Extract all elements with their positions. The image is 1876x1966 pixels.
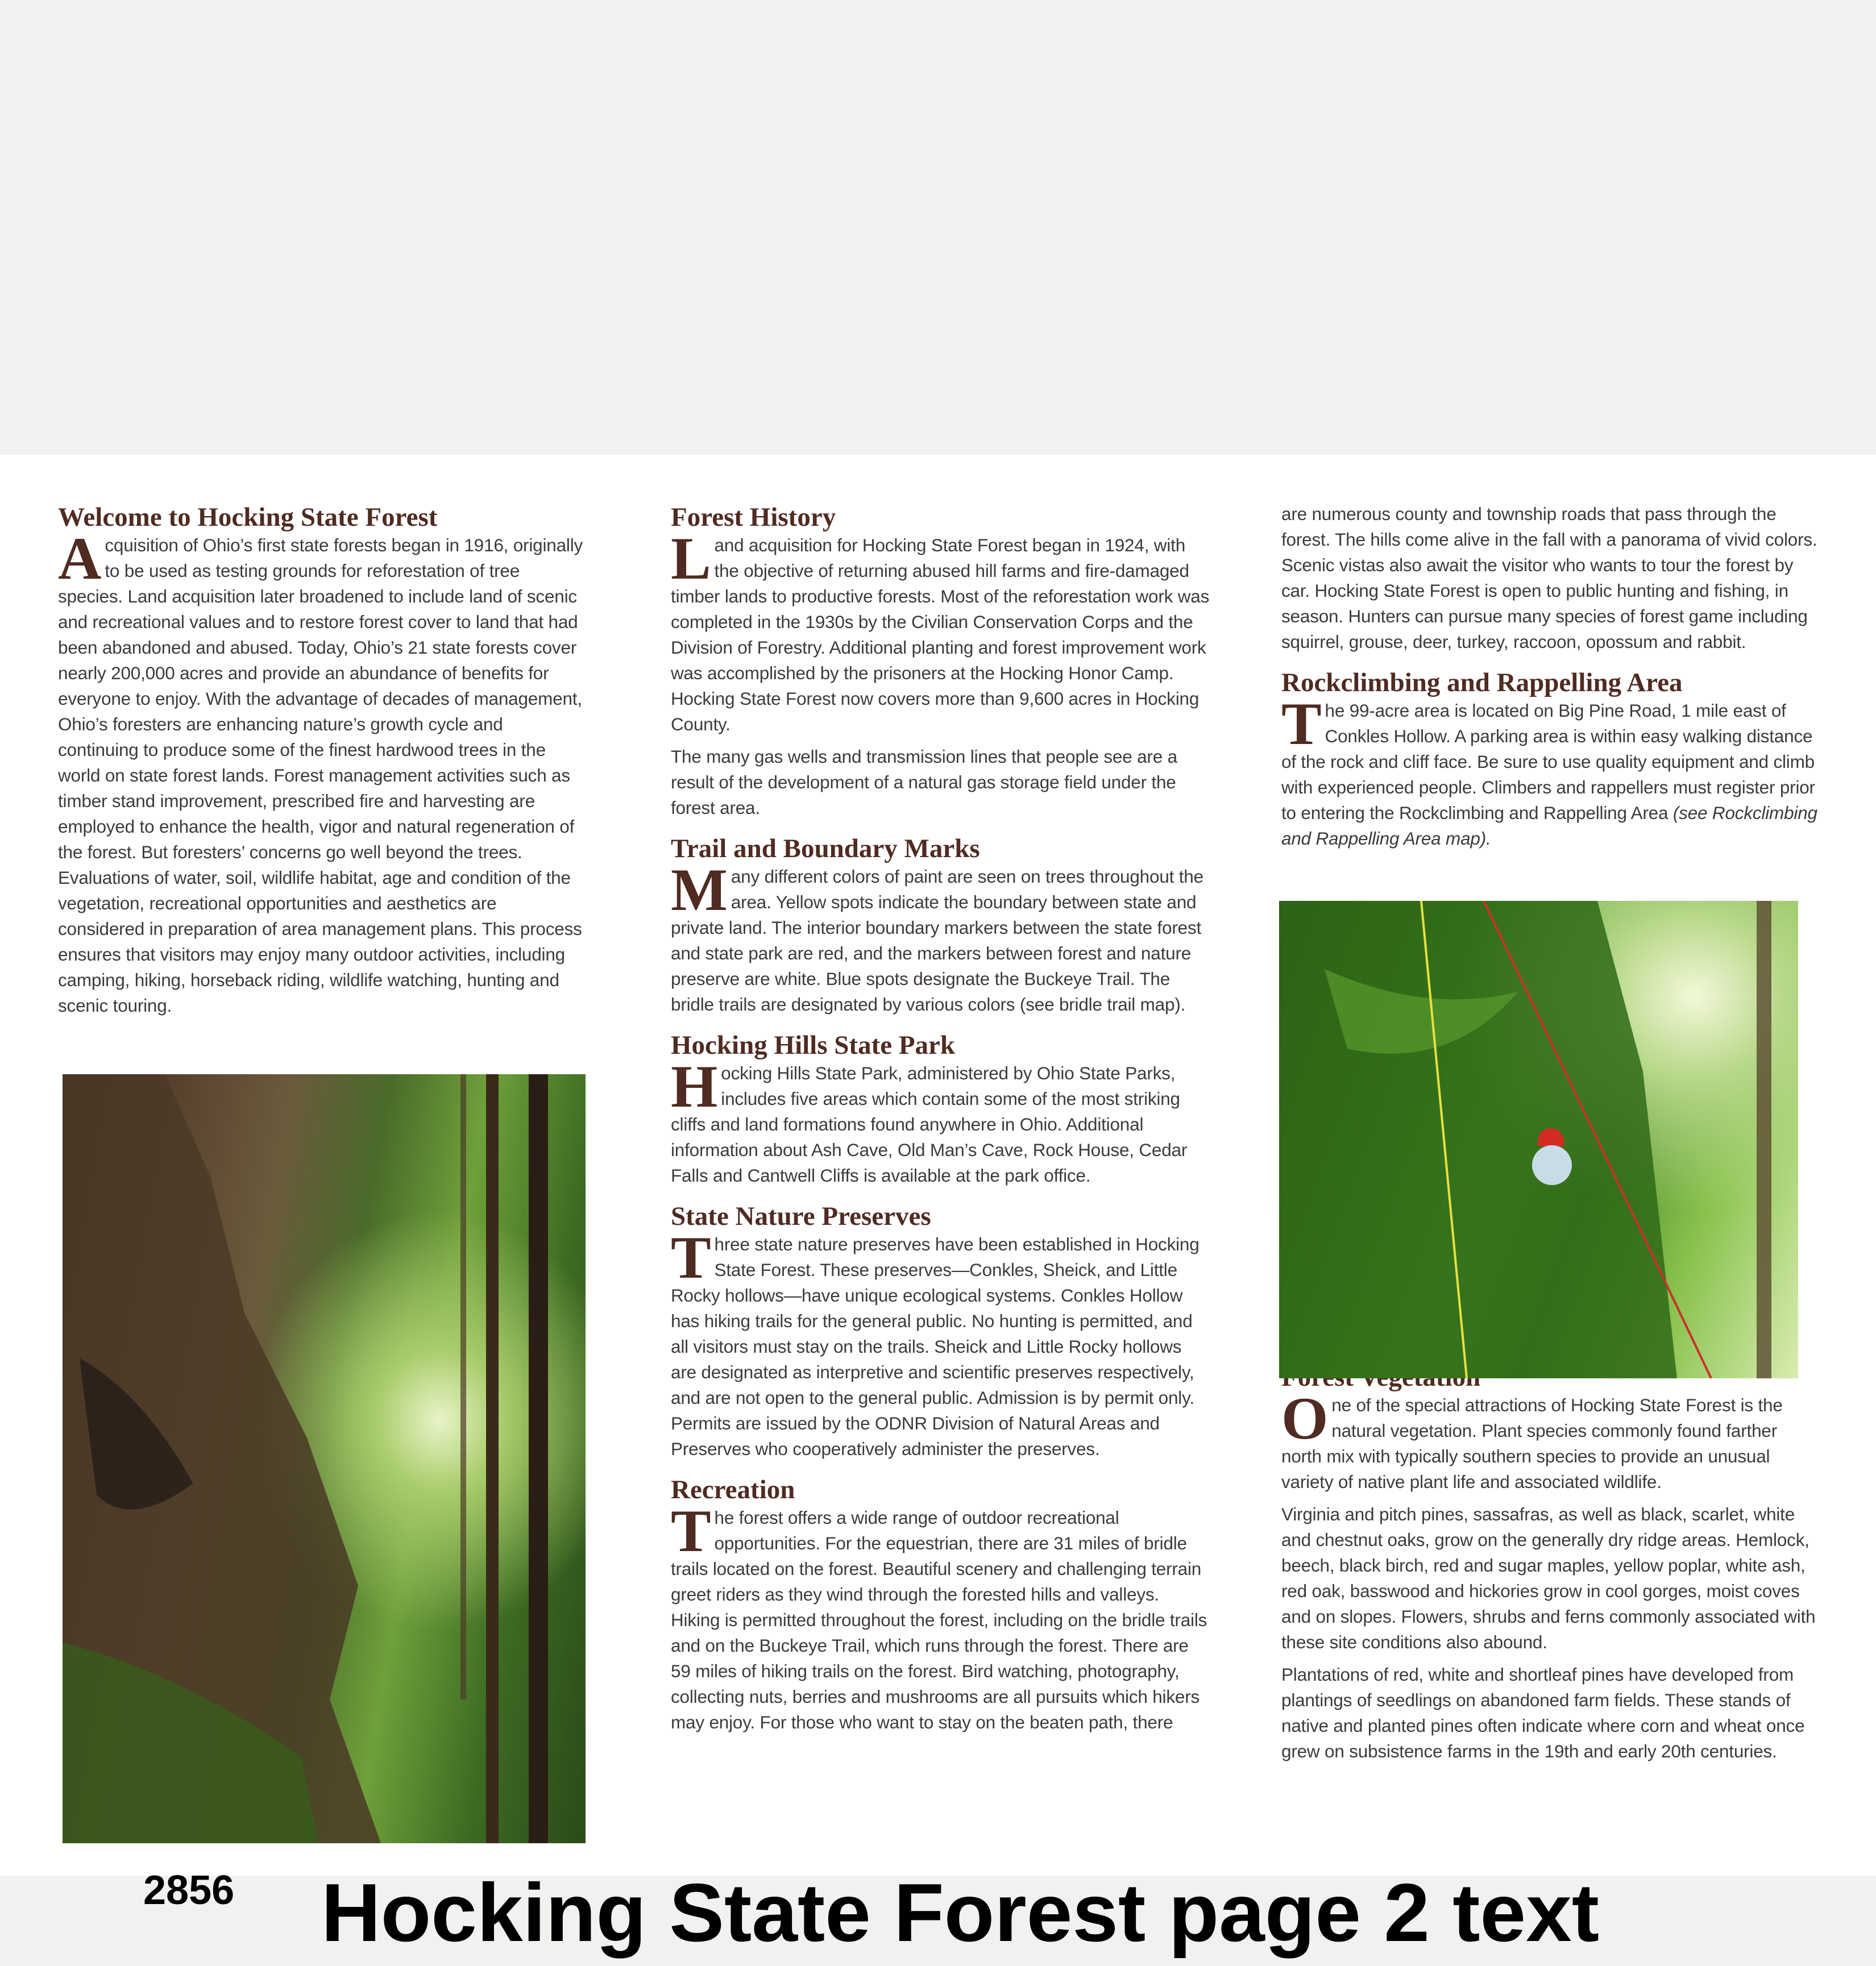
paragraph-forest-history <box>671 525 1211 737</box>
dropcap-nature-preserves: T <box>671 1224 711 1291</box>
text-welcome: cquisition of Ohio’s first state forests began in 1916, originally to be used as testing grounds for reforestation of tree species. Land acquisition later broadened to include land of scenic and recreational values and to restore forest cover to land that had been abandoned and abused. Today, Ohio’s 21 state forests cover nearly 200,000 acres and provide an abundance of benefits for everyone to enjoy. With the advantage of decades of management, Ohio’s foresters are enhancing nature’s growth cycle and continuing to produce some of the finest hardwood trees in the world on state forest lands. Forest management activities such as timber stand improvement, prescribed fire and harvesting are employed to enhance the health, vigor and natural regeneration of the forest. But foresters’ concerns go well beyond the trees. Evaluations of water, soil, wildlife habitat, age and condition of the vegetation, recreational opportunities and aesthetics are considered in preparation of area management plans. This process ensures that visitors may enjoy many outdoor activities, including camping, hiking, horseback riding, wildlife watching, hunting and scenic touring. <box>58 535 583 1016</box>
climber-figure <box>1532 1145 1572 1185</box>
text-nature-preserves: hree state nature preserves have been established in Hocking State Forest. These preserves—Conkles, Sheick, and Little Rocky hollows—have unique ecological systems. Conkles Hollow has hiking trails for the general public. No hunting is permitted, and all visitors must stay on the trails. Sheick and Little Rocky hollows are designated as interpretive and scientific preserves respectively, and are not open to the general public. Admission is by permit only. Permits are issued by the ODNR Division of Natural Areas and Preserves who cooperatively administer the preserves. <box>671 1234 1200 1459</box>
paragraph-state-park <box>671 1053 1211 1188</box>
heading-state-park: Hocking Hills State Park <box>671 1030 956 1060</box>
paragraph-recreation-continued: are numerous county and township roads that pass through the forest. The hills come alive in the fall with a panorama of vivid colors. Scenic vistas also await the visitor who wants to tour the forest by car. Hocking State Forest is open to public hunting and fishing, in season. Hunters can pursue many species of forest game including squirrel, grouse, deer, turkey, raccoon, opossum and rabbit. <box>1281 504 1817 652</box>
heading-trail-marks: Trail and Boundary Marks <box>671 834 980 863</box>
dropcap-vegetation: O <box>1281 1385 1329 1452</box>
dropcap-state-park: H <box>671 1053 718 1120</box>
text-trail-marks: any different colors of paint are seen on trees throughout the area. Yellow spots indicate the boundary between state and private land. The interior boundary markers between the state forest and state park are red, and the markers between forest and nature preserve are white. Blue spots designate the Buckeye Trail. The bridle trails are designated by various colors (see bridle trail map). <box>671 866 1203 1015</box>
dropcap-recreation: T <box>671 1498 711 1564</box>
brochure-page <box>0 455 1876 1876</box>
section-vegetation <box>1281 1363 1819 1764</box>
photo-rock-cliff-forest <box>63 1074 586 1843</box>
paragraph-welcome <box>58 525 584 1019</box>
section-forest-history <box>671 503 1211 821</box>
text-state-park: ocking Hills State Park, administered by Ohio State Parks, includes five areas which contain some of the most striking cliffs and land formations found anywhere in Ohio. Additional information about Ash Cave, Old Man’s Cave, Rock House, Cedar Falls and Cantwell Cliffs is available at the park office. <box>671 1063 1188 1186</box>
text-forest-history: and acquisition for Hocking State Forest began in 1924, with the objective of returning abused hill farms and fire-damaged timber lands to productive forests. Most of the reforestation work was completed in the 1930s by the Civilian Conservation Corps and the Division of Forestry. Additional planting and forest improvement work was accomplished by the prisoners at the Hocking Honor Camp. Hocking State Forest now covers more than 9,600 acres in Hocking County. <box>671 535 1210 734</box>
section-trail-marks <box>671 834 1211 1017</box>
section-state-park <box>671 1031 1211 1188</box>
footer-page-number: 2856 <box>143 1868 235 1913</box>
text-vegetation: ne of the special attractions of Hocking State Forest is the natural vegetation. Plant species commonly found farther north mix with typically southern species to provide an unusual variety of native plant life and associated wildlife. <box>1281 1395 1783 1492</box>
heading-nature-preserves: State Nature Preserves <box>671 1202 931 1231</box>
dropcap-welcome: A <box>58 525 102 592</box>
paragraph-recreation <box>671 1498 1211 1735</box>
paragraph-vegetation-3: Plantations of red, white and shortleaf pines have developed from plantings of seedlings on abandoned farm fields. These stands of native and planted pines often indicate where corn and wheat once grew on subsistence farms in the 19th and early 20th centuries. <box>1281 1664 1805 1761</box>
map-reference: (see Rockclimbing and Rappelling Area map). <box>1281 803 1817 849</box>
column-middle <box>671 503 1211 1743</box>
paragraph-rockclimbing <box>1281 691 1819 851</box>
text-rockclimbing: he 99-acre area is located on Big Pine Road, 1 mile east of Conkles Hollow. A parking area is within easy walking distance of the rock and cliff face. Be sure to use quality equipment and climb with experienced people. Climbers and rappellers must register prior to entering the Rockclimbing and Rappelling Area <box>1281 700 1815 823</box>
footer-title: Hocking State Forest page 2 text <box>321 1867 1600 1959</box>
paragraph-nature-preserves <box>671 1224 1211 1462</box>
section-rockclimbing <box>1281 668 1819 851</box>
heading-forest-history: Forest History <box>671 502 836 532</box>
section-recreation <box>671 1475 1211 1735</box>
section-nature-preserves <box>671 1202 1211 1462</box>
column-left <box>58 503 584 1032</box>
section-welcome <box>58 503 584 1019</box>
heading-recreation: Recreation <box>671 1475 795 1504</box>
paragraph-trail-marks <box>671 857 1211 1017</box>
paragraph-vegetation-1 <box>1281 1385 1819 1495</box>
text-recreation: he forest offers a wide range of outdoor recreational opportunities. For the equestrian, there are 31 miles of bridle trails located on the forest. Beautiful scenery and challenging terrain greet riders as they wind through the forested hills and valleys. Hiking is permitted throughout the forest, including on the bridle trails and on the Buckeye Trail, which runs through the forest. There are 59 miles of hiking trails on the forest. Bird watching, photography, collecting nuts, berries and mushrooms are all pursuits which hikers may enjoy. For those who want to stay on the beaten path, there <box>671 1507 1207 1732</box>
photo-cliff-illustration <box>63 1074 586 1843</box>
dropcap-rockclimbing: T <box>1281 691 1322 757</box>
dropcap-trail-marks: M <box>671 857 728 923</box>
paragraph-vegetation-2: Virginia and pitch pines, sassafras, as well as black, scarlet, white and chestnut oaks, grow on the generally dry ridge areas. Hemlock, beech, black birch, red and sugar maples, yellow poplar, white ash, red oak, basswood and hickories grow in cool gorges, moist coves and on slopes. Flowers, shrubs and ferns commonly associated with these site conditions also abound. <box>1281 1504 1816 1652</box>
heading-welcome: Welcome to Hocking State Forest <box>58 502 438 532</box>
dropcap-forest-history: L <box>671 525 711 592</box>
heading-rockclimbing: Rockclimbing and Rappelling Area <box>1281 668 1683 697</box>
photo-rappelling-climber <box>1279 901 1798 1378</box>
paragraph-gas-wells: The many gas wells and transmission lines that people see are a result of the development of a natural gas storage field under the forest area. <box>671 746 1177 818</box>
